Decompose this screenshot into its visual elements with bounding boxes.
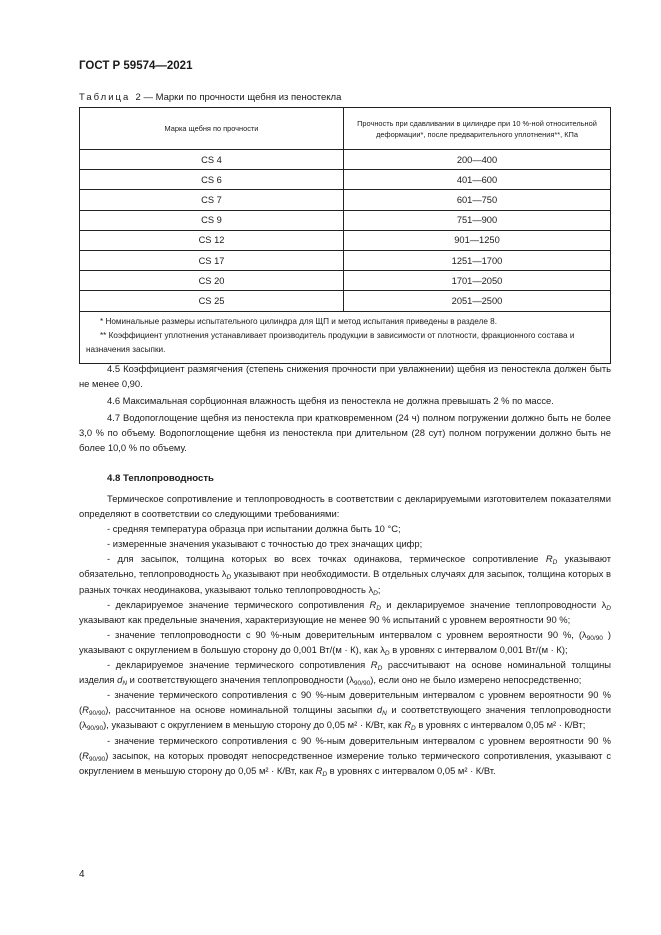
paragraphs-4-5-to-4-7 [79, 361, 611, 456]
grade-cell: CS 25 [80, 291, 344, 311]
grade-cell: CS 6 [80, 170, 344, 190]
table-row [80, 150, 611, 170]
grade-cell: CS 12 [80, 230, 344, 250]
table-row [80, 170, 611, 190]
paragraph-4-6: 4.6 Максимальная сорбционная влажность щебня из пеностекла не должна превышать 2 % по массе. [107, 395, 554, 407]
paragraph-4-7: 4.7 Водопоглощение щебня из пеностекла при кратковременном (24 ч) полном погружении должно быть не более 3,0 % по объему. Водопоглощение щебня из пеностекла при длительном (28 сут) полном погружении должно быть не более 10,0 % по объему. [79, 412, 611, 454]
strength-cell: 2051—2500 [344, 291, 611, 311]
requirement-item: - для засыпок, толщина которых во всех точках одинакова, термическое сопротивление $R_D$ указывают обязательно, теплопроводность $\lambda_D$ указывают при необходимости. В отдельных случаях для засыпок, толщина которых в разных точках неодинакова, указывают только теплопроводность $\lambda_D$; [79, 553, 612, 597]
requirement-item: - средняя температура образца при испытании должна быть 10 °С; [107, 523, 401, 535]
table-row [80, 291, 611, 311]
section-heading-4-8: 4.8 Теплопроводность [107, 473, 214, 484]
table-notes [80, 311, 611, 363]
requirement-item: - измеренные значения указывают с точностью до трех значащих цифр; [107, 538, 423, 550]
grade-cell: CS 7 [80, 190, 344, 210]
strength-cell: 200—400 [344, 150, 611, 170]
table-row [80, 230, 611, 250]
paragraph-4-5: 4.5 Коэффициент размягчения (степень снижения прочности при увлажнении) щебня из пеностекла должен быть не менее 0,90. [79, 363, 611, 390]
strength-cell: 901—1250 [344, 230, 611, 250]
table-caption-text: 2 — Марки по прочности щебня из пеностекла [135, 92, 342, 103]
requirement-item: - значение термического сопротивления с 90 %-ным доверительным интервалом с уровнем вероятности 90 % $(R_{90/90})$ засыпок, на которых проводят непосредственное измерение только термического сопротивления, указывают с округлением в меньшую сторону до 0,05 м² · К/Вт, как $R_D$ в уровнях с интервалом 0,05 м² · К/Вт. [79, 734, 612, 778]
table-caption-label: Таблица [79, 92, 131, 103]
requirement-item: - значение термического сопротивления с 90 %-ным доверительным интервалом с уровнем вероятности 90 % $(R_{90/90})$, рассчитанное на основе номинальной толщины засыпки $d_N$ и соответствующего значения теплопроводности $(\lambda_{90/90})$, указывают с округлением в меньшую сторону до 0,05 м² · К/Вт, как $R_D$ в уровнях с интервалом 0,05 м² · К/Вт; [79, 689, 611, 733]
table-notes-row [80, 311, 611, 363]
page-number: 4 [79, 869, 85, 880]
col-strength-header: Прочность при сдавливании в цилиндре при 10 %-ной относительной деформации*, после предварительного уплотнения**, КПа [344, 108, 611, 150]
section-4-8-body [79, 491, 611, 778]
table-note-2: ** Коэффициент уплотнения устанавливает производитель продукции в зависимости от плотности, фракционного состава и назначения засыпки. [86, 330, 575, 354]
strength-cell: 601—750 [344, 190, 611, 210]
grade-cell: CS 17 [80, 250, 344, 270]
strength-cell: 1701—2050 [344, 271, 611, 291]
table-caption [79, 92, 341, 103]
strength-grades-table [79, 107, 611, 364]
grade-cell: CS 4 [80, 150, 344, 170]
strength-cell: 751—900 [344, 210, 611, 230]
strength-cell: 401—600 [344, 170, 611, 190]
document-header: ГОСТ Р 59574—2021 [79, 60, 193, 72]
table-row [80, 210, 611, 230]
section-4-8-intro: Термическое сопротивление и теплопроводность в соответствии с декларируемыми изготовителем показателями определяют в соответствии со следующими требованиями: [79, 493, 611, 520]
table-header-row [80, 108, 611, 150]
col-grade-header: Марка щебня по прочности [80, 108, 344, 150]
table-note-1: * Номинальные размеры испытательного цилиндра для ЩП и метод испытания приведены в разделе 8. [100, 316, 497, 326]
requirement-item: - значение теплопроводности с 90 %-ным доверительным интервалом с уровнем вероятности 90 %, ($\lambda_{90/90}$ ) указывают с округлением в большую сторону до 0,001 Вт/(м · К), как $\lambda_D$ в уровнях с интервалом 0,001 Вт/(м · К); [79, 628, 611, 657]
requirement-item: - декларируемое значение термического сопротивления $R_D$ рассчитывают на основе номинальной толщины изделия $d_N$ и соответствующего значения теплопроводности $(\lambda_{90/90})$, если оно не было измерено непосредственно; [79, 659, 612, 688]
grade-cell: CS 20 [80, 271, 344, 291]
table-row [80, 250, 611, 270]
grade-cell: CS 9 [80, 210, 344, 230]
table-row [80, 271, 611, 291]
requirement-item: - декларируемое значение термического сопротивления $R_D$ и декларируемое значение теплопроводности $\lambda_D$ указывают как предельные значения, характеризующие не менее 90 % испытаний с уровнем вероятности 90 %; [79, 598, 611, 625]
table-row [80, 190, 611, 210]
strength-cell: 1251—1700 [344, 250, 611, 270]
